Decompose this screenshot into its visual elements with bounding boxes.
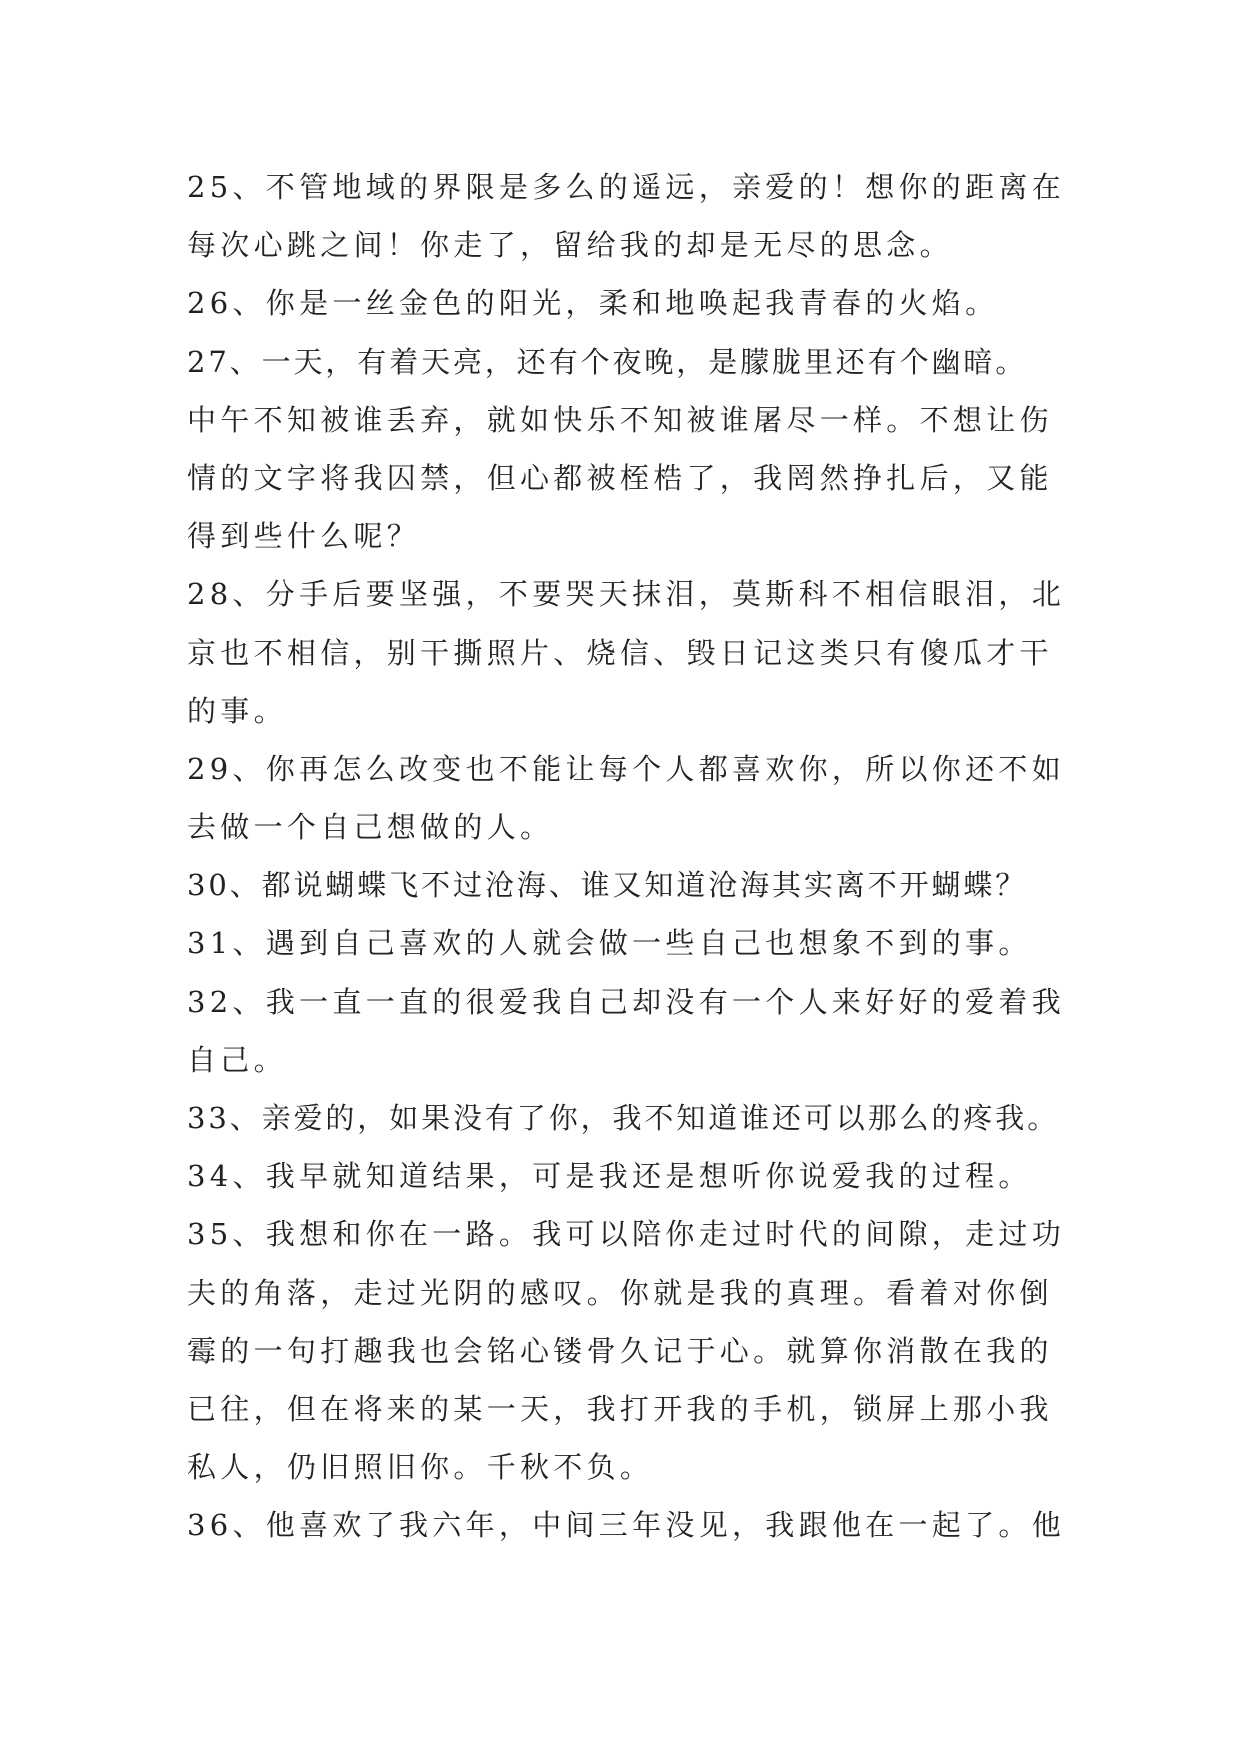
text-line: 27、一天，有着天亮，还有个夜晚，是朦胧里还有个幽暗。 (187, 344, 1028, 379)
text-line: 已往，但在将来的某一天，我打开我的手机，锁屏上那小我 (187, 1391, 1053, 1426)
text-line: 33、亲爱的，如果没有了你，我不知道谁还可以那么的疼我。 (187, 1101, 1060, 1135)
text-line: 的事。 (187, 693, 287, 728)
text-line: 34、我早就知道结果，可是我还是想听你说爱我的过程。 (187, 1159, 1032, 1194)
text-line: 30、都说蝴蝶飞不过沧海、谁又知道沧海其实离不开蝴蝶？ (187, 868, 1028, 903)
text-line: 自己。 (187, 1042, 287, 1077)
document-body (187, 158, 1067, 1555)
text-line: 32、我一直一直的很爱我自己却没有一个人来好好的爱着我 (187, 984, 1066, 1019)
text-line: 36、他喜欢了我六年，中间三年没见，我跟他在一起了。他 (187, 1508, 1066, 1543)
text-line: 去做一个自己想做的人。 (187, 810, 554, 845)
text-line: 35、我想和你在一路。我可以陪你走过时代的间隙，走过功 (187, 1217, 1066, 1252)
text-line: 31、遇到自己喜欢的人就会做一些自己也想象不到的事。 (187, 926, 1032, 961)
text-line: 29、你再怎么改变也不能让每个人都喜欢你，所以你还不如 (187, 751, 1066, 786)
text-line: 28、分手后要坚强，不要哭天抹泪，莫斯科不相信眼泪，北 (187, 577, 1066, 612)
text-line: 每次心跳之间！你走了，留给我的却是无尽的思念。 (187, 228, 953, 263)
text-line: 25、不管地域的界限是多么的遥远，亲爱的！想你的距离在 (187, 170, 1066, 204)
text-line: 私人，仍旧照旧你。千秋不负。 (187, 1450, 654, 1485)
text-line: 26、你是一丝金色的阳光，柔和地唤起我青春的火焰。 (187, 286, 999, 321)
text-line: 京也不相信，别干撕照片、烧信、毁日记这类只有傻瓜才干 (187, 635, 1053, 670)
text-line: 霉的一句打趣我也会铭心镂骨久记于心。就算你消散在我的 (187, 1333, 1053, 1368)
text-line: 情的文字将我囚禁，但心都被桎梏了，我罔然挣扎后，又能 (187, 460, 1053, 495)
text-line: 中午不知被谁丢弃，就如快乐不知被谁屠尽一样。不想让伤 (187, 402, 1053, 437)
text-line: 夫的角落，走过光阴的感叹。你就是我的真理。看着对你倒 (187, 1275, 1053, 1310)
text-line: 得到些什么呢？ (187, 519, 421, 554)
